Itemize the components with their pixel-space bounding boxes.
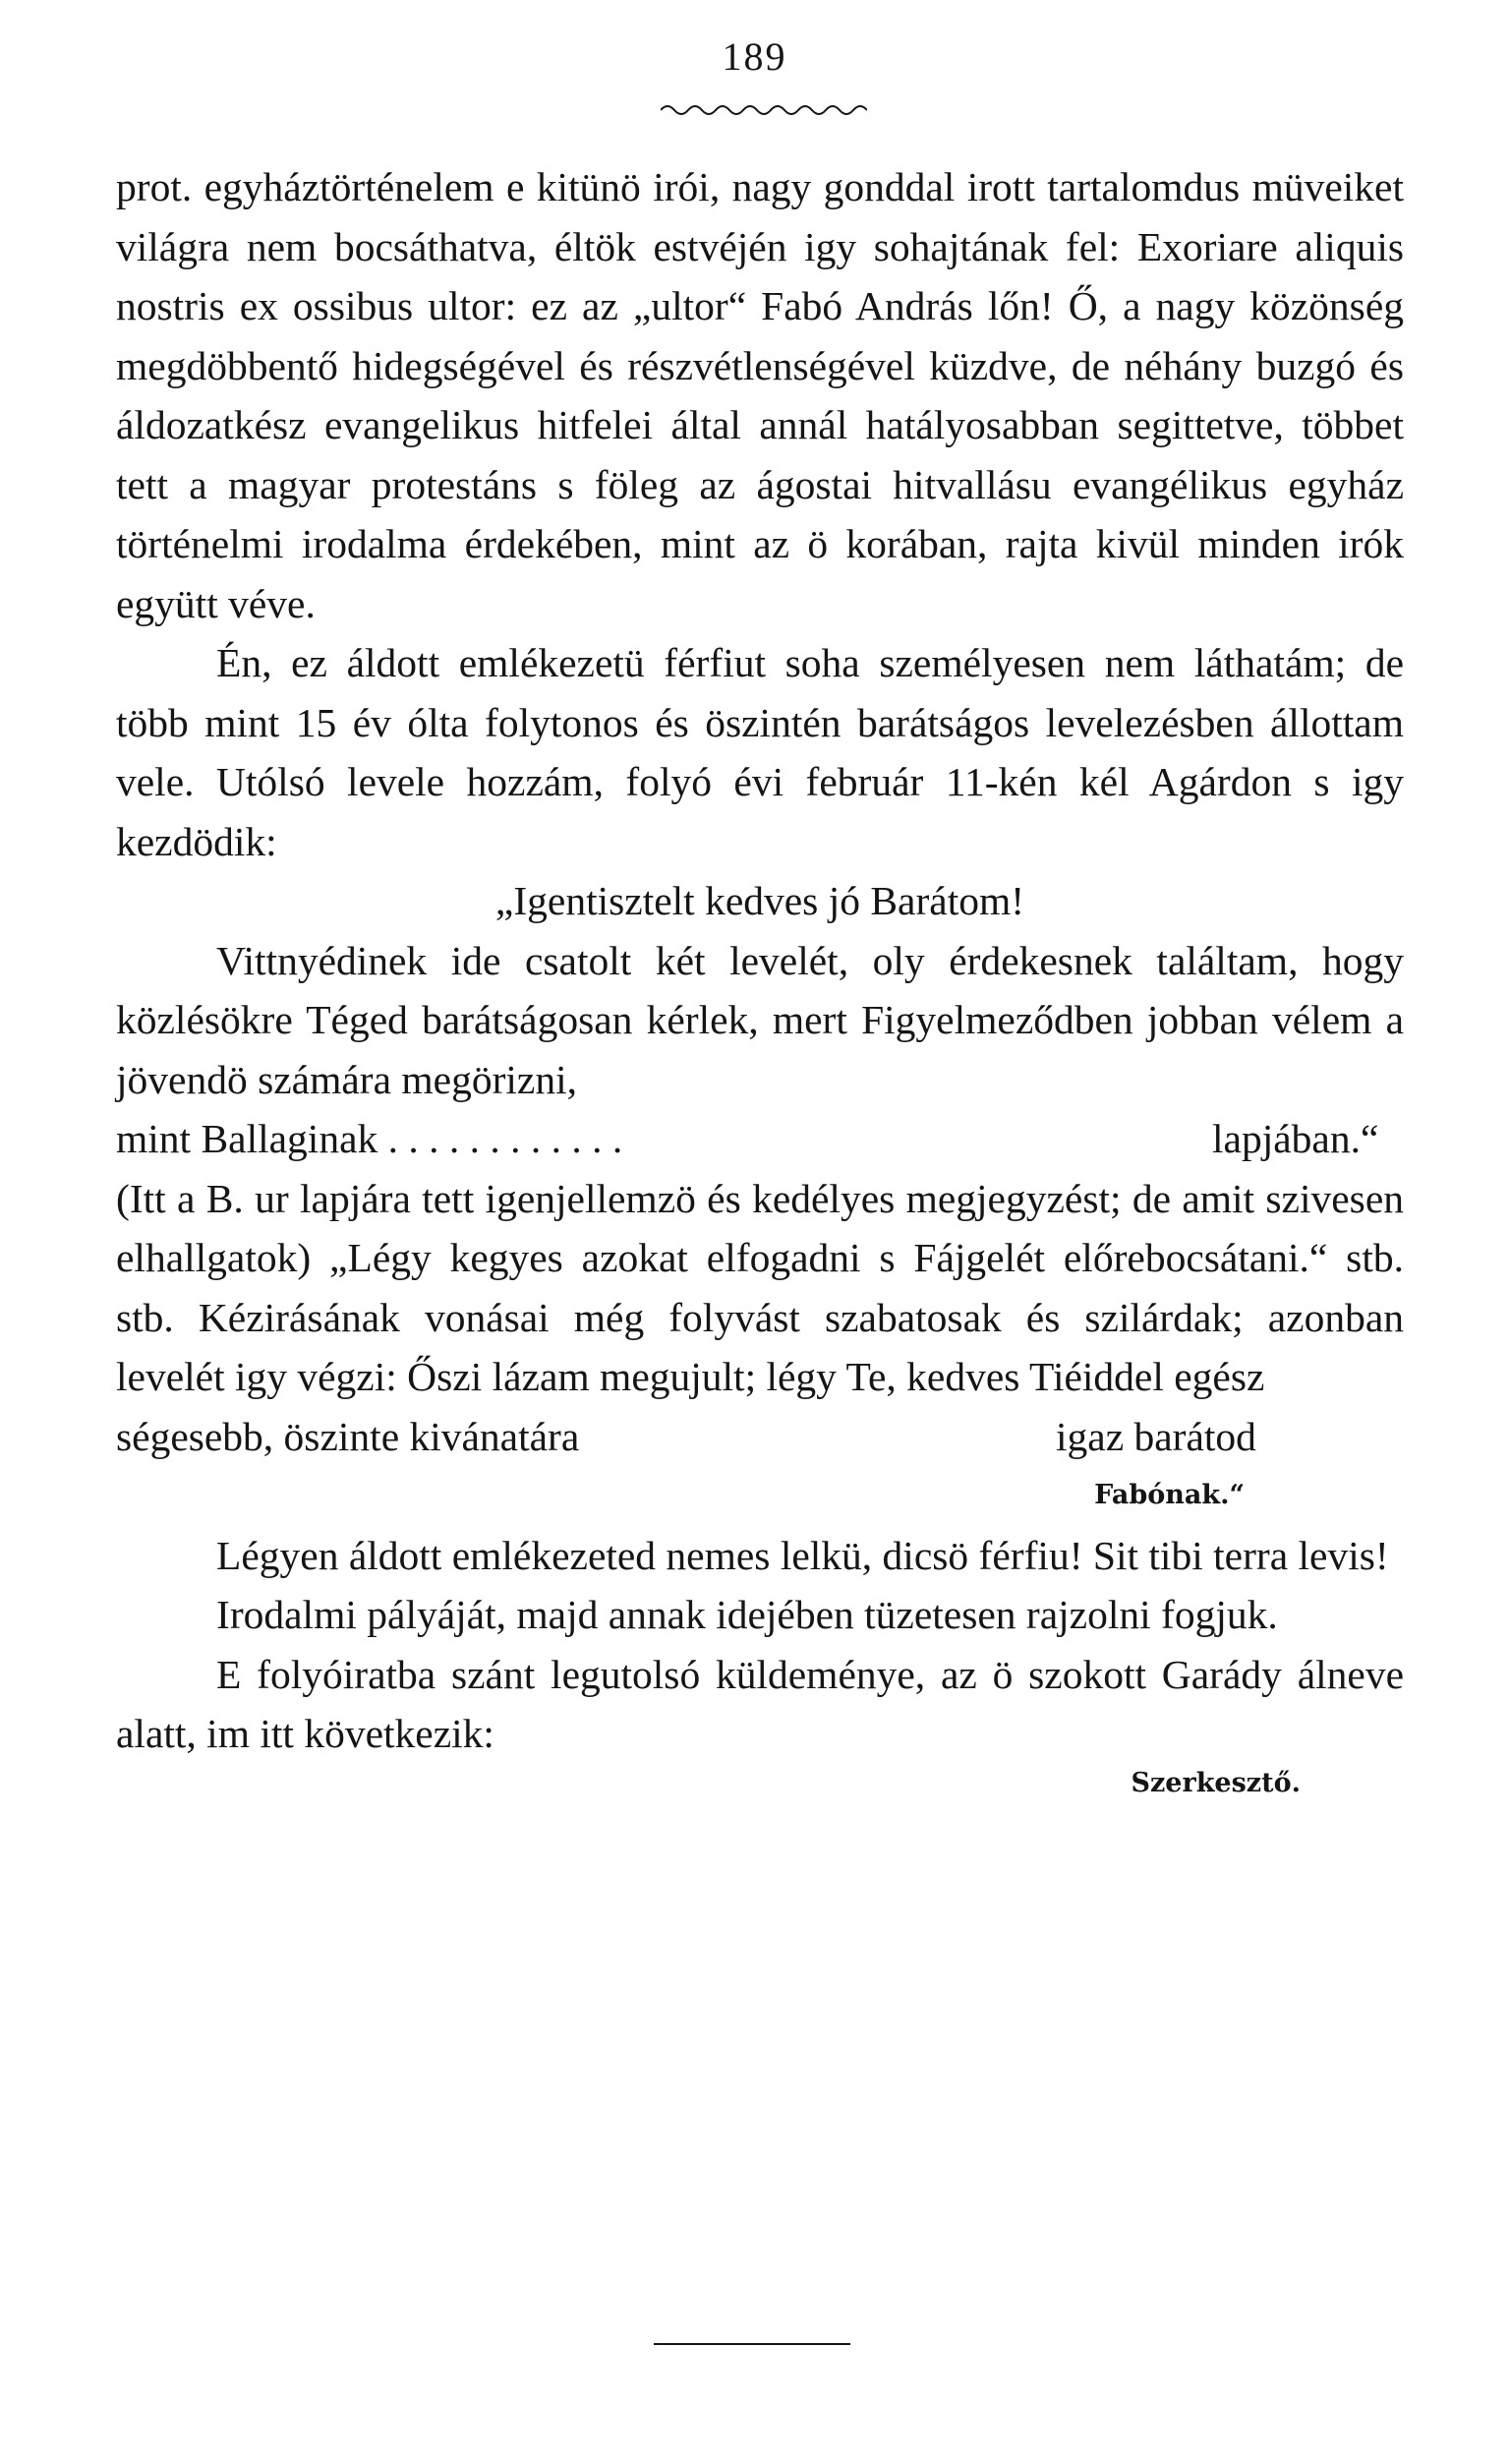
paragraph-2: Én, ez áldott emlékezetü férfiut soha személyesen nem láthatám; de több mint 15 év ólta folytonos és öszintén barátságos levelezésben állottam vele. Utólsó levele hozzám, folyó évi február 11-kén kél Agárdon s igy kezdödik:	[116, 640, 1404, 864]
paragraph-1: prot. egyháztörténelem e kitünö irói, nagy gonddal irott tartalomdus müveiket világra nem bocsáthatva, éltök estvéjén igy sohajtának fel: Exoriare aliquis nostris ex ossibus ultor: ez az „ultor“ Fabó András lőn! Ő, a nagy közönség megdöbbentő hidegségével és részvétlenségével küzdve, de néhány buzgó és áldozatkész evangelikus hitfelei által annál hatályosabban segittetve, többet tett a magyar protestáns s föleg az ágostai hitvallásu evangélikus egyház történelmi irodalma érdekében, mint az ö korában, rajta kivül minden irók együtt véve.	[116, 164, 1404, 626]
paragraph-6: Irodalmi pályáját, majd annak idejében tüzetesen rajzolni fogjuk.	[216, 1592, 1278, 1637]
paragraph-7: E folyóiratba szánt legutolsó küldeménye, az ö szokott Garády álneve alatt, im itt következik:	[116, 1651, 1404, 1756]
paragraph-3: Vittnyédinek ide csatolt két levelét, oly érdekesnek találtam, hogy közlésökre Téged barátságosan kérlek, mert Figyelmeződben jobban vélem a jövendö számára megörizni,	[116, 937, 1404, 1102]
paragraph-5: Légyen áldott emlékezeted nemes lelkü, dicsö férfiu! Sit tibi terra levis!	[216, 1532, 1389, 1578]
paragraph-4: (Itt a B. ur lapjára tett igenjellemzö és kedélyes megjegyzést; de amit szivesen elhallgatok) „Légy kegyes azokat elfogadni s Fájgelét előrebocsátani.“ stb. stb. Kézirásának vonásai még folyvást szabatosak és szilárdak; azonban levelét igy végzi: Őszi lázam megujult; légy Te, kedves Tiéiddel egész	[116, 1175, 1404, 1399]
paragraph-4-last-line	[116, 1407, 1404, 1467]
paragraph-4-end-right: igaz barátod	[1056, 1413, 1256, 1459]
editor-signature: Szerkesztő.	[1131, 1767, 1301, 1798]
closing-rule	[654, 2343, 850, 2345]
paragraph-3-last-line	[116, 1109, 1404, 1169]
paragraph-3-end-left: mint Ballaginak . . . . . . . . . . . .	[116, 1116, 623, 1161]
body-text	[116, 157, 1404, 1803]
letter-salutation: „Igentisztelt kedves jó Barátom!	[494, 878, 1025, 923]
paragraph-4-end-left: ségesebb, öszinte kivánatára	[116, 1413, 580, 1459]
wavy-ornament	[661, 100, 867, 120]
letter-signature: Fabónak.“	[1094, 1480, 1245, 1510]
paragraph-3-end-right: lapjában.“	[1212, 1116, 1379, 1161]
page-number: 189	[722, 34, 787, 79]
